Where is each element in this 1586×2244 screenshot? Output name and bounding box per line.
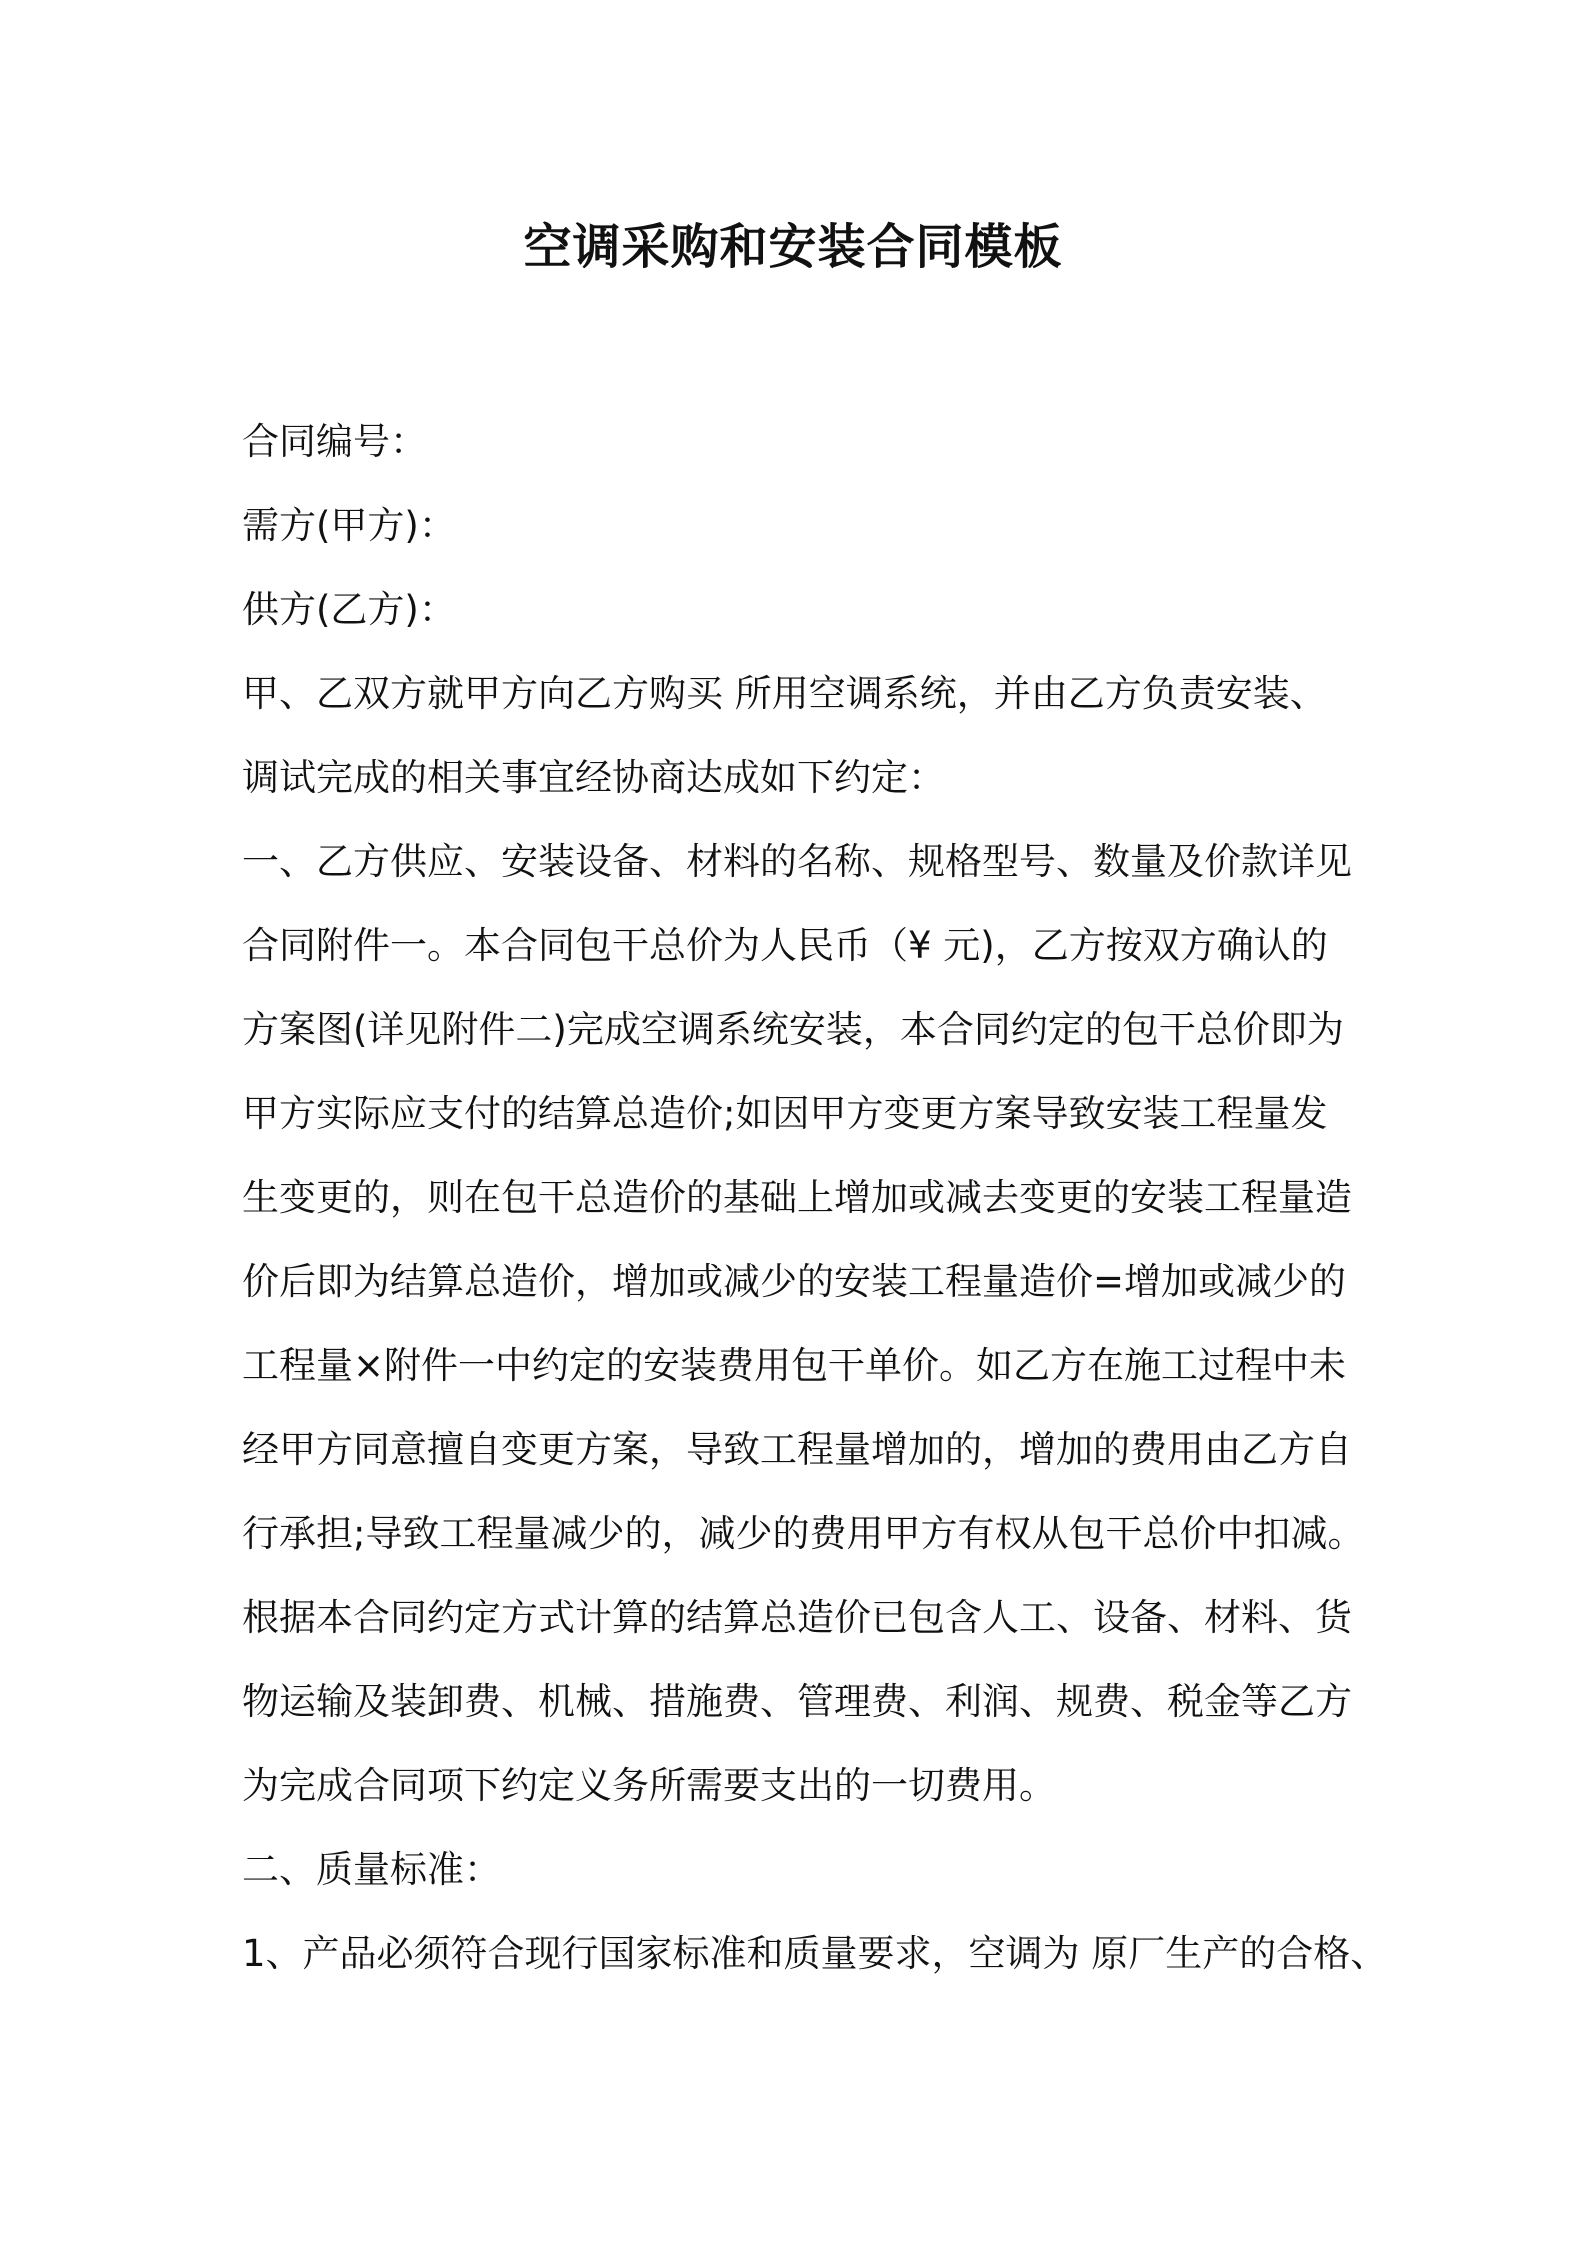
body-text-line: 工程量×附件一中约定的安装费用包干单价。如乙方在施工过程中未 <box>242 1344 1347 1387</box>
body-text-line: 行承担;导致工程量减少的，减少的费用甲方有权从包干总价中扣减。 <box>242 1512 1365 1555</box>
body-text-line: 调试完成的相关事宜经协商达成如下约定： <box>242 756 945 799</box>
body-text-line: 生变更的，则在包干总造价的基础上增加或减去变更的安装工程量造 <box>242 1176 1352 1219</box>
clause-one-line: 一、乙方供应、安装设备、材料的名称、规格型号、数量及价款详见 <box>242 840 1352 883</box>
body-text-line: 合同附件一。本合同包干总价为人民币（¥ 元)，乙方按双方确认的 <box>242 924 1328 967</box>
body-text-line: 1、产品必须符合现行国家标准和质量要求，空调为 原厂生产的合格、 <box>242 1932 1388 1975</box>
document-body <box>242 400 1388 1996</box>
supplier-party-line: 供方(乙方)： <box>242 588 456 631</box>
buyer-party-line: 需方(甲方)： <box>242 504 456 547</box>
body-text-line: 经甲方同意擅自变更方案，导致工程量增加的，增加的费用由乙方自 <box>242 1428 1352 1471</box>
body-text-line: 根据本合同约定方式计算的结算总造价已包含人工、设备、材料、货 <box>242 1596 1352 1639</box>
clause-two-heading: 二、质量标准： <box>242 1848 501 1891</box>
document-title: 空调采购和安装合同模板 <box>523 219 1063 275</box>
contract-number-line: 合同编号： <box>242 420 427 463</box>
body-text-line: 为完成合同项下约定义务所需要支出的一切费用。 <box>242 1764 1056 1807</box>
body-text-line: 甲方实际应支付的结算总造价;如因甲方变更方案导致安装工程量发 <box>242 1092 1328 1135</box>
body-text-line: 方案图(详见附件二)完成空调系统安装，本合同约定的包干总价即为 <box>242 1008 1344 1051</box>
body-text-line: 价后即为结算总造价，增加或减少的安装工程量造价=增加或减少的 <box>242 1260 1347 1303</box>
body-text-line: 物运输及装卸费、机械、措施费、管理费、利润、规费、税金等乙方 <box>242 1680 1352 1723</box>
body-text-line: 甲、乙双方就甲方向乙方购买 所用空调系统，并由乙方负责安装、 <box>242 672 1327 715</box>
